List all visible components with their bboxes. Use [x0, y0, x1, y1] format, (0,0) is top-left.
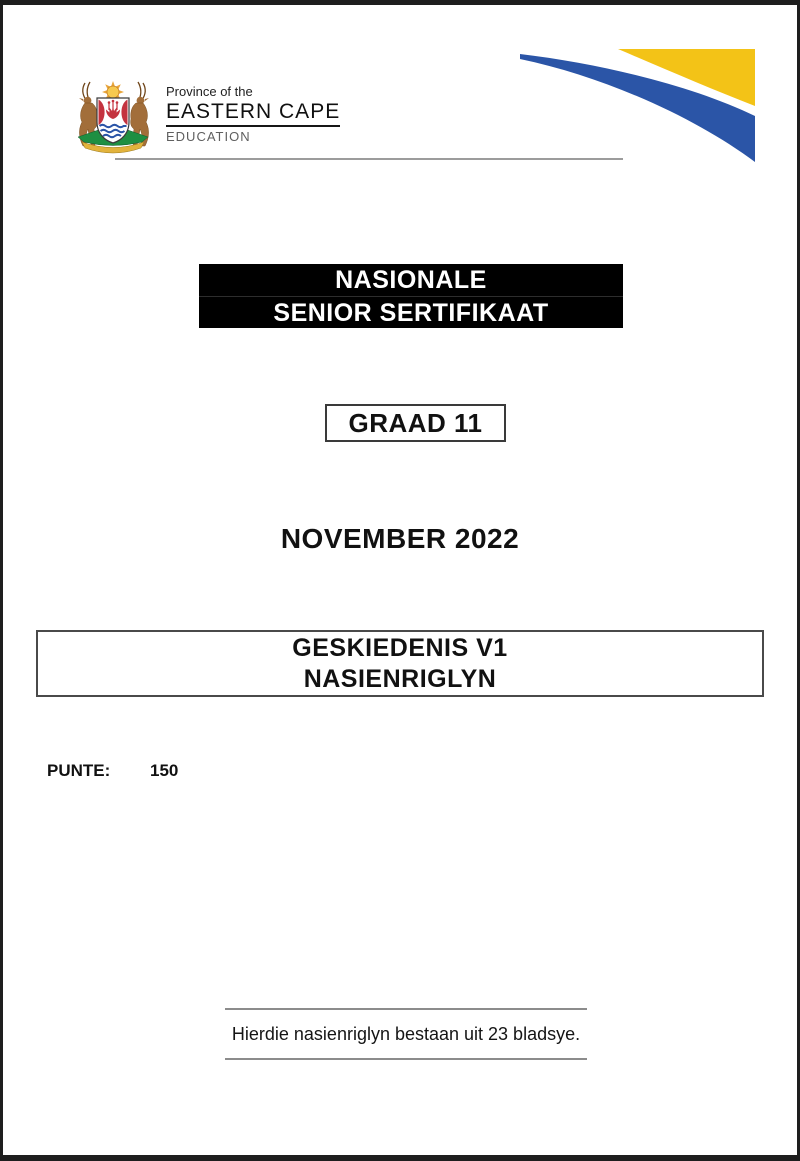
marks-row [47, 761, 178, 781]
marks-label: PUNTE: [47, 761, 111, 780]
marks-value: 150 [150, 761, 179, 780]
banner-line2: SENIOR SERTIFIKAAT [199, 296, 623, 329]
province-name-label: EASTERN CAPE [166, 100, 340, 127]
page-count-note [225, 1008, 587, 1060]
note-bottom-rule [225, 1058, 587, 1060]
department-label: EDUCATION [166, 129, 251, 145]
eastern-cape-coat-of-arms-icon [66, 79, 162, 163]
subject-box [36, 630, 764, 697]
exam-session-label: NOVEMBER 2022 [280, 523, 520, 554]
subject-subtitle: NASIENRIGLYN [303, 664, 497, 693]
nsc-title-banner [199, 264, 623, 328]
sun-disc [107, 86, 119, 98]
subject-title: GESKIEDENIS V1 [292, 633, 508, 662]
blue-yellow-swoosh-icon [508, 33, 760, 163]
grade-box [325, 404, 506, 442]
banner-line1: NASIONALE [335, 266, 487, 294]
grade-label: GRAAD 11 [348, 407, 483, 438]
province-prefix-label: Province of the [166, 84, 253, 99]
logo-text-block [166, 85, 340, 145]
note-text: Hierdie nasienriglyn bestaan uit 23 bladsye. [231, 1024, 581, 1044]
